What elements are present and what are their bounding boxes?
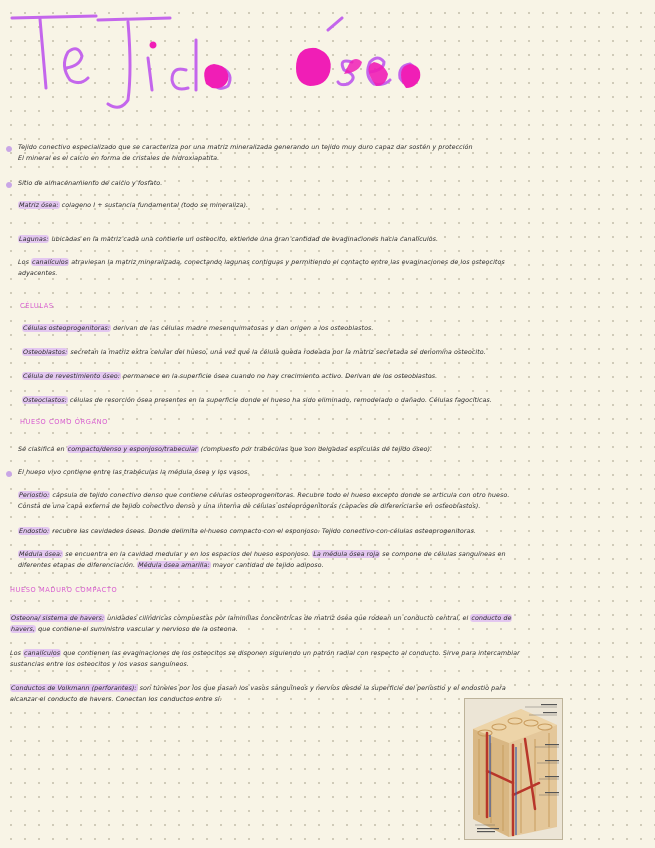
medula-text: se encuentra en la cavidad medular y en los espacios del hueso esponjoso. [63, 550, 313, 558]
volkmann-line-2: alcanzar el conducto de havers. Conectan los conductos entre sí. [10, 695, 222, 703]
celula-osteoprogenitora [22, 324, 642, 333]
lagunas-line [18, 235, 638, 244]
handwritten-title-drawing [0, 0, 655, 120]
osteona-label: Osteona/ sistema de havers: [11, 614, 105, 622]
medula-text-2: se compone de células sanguíneas en [380, 550, 506, 558]
osteona-text-2: que contiene el suministro vascular y nervioso de la osteona. [36, 625, 238, 633]
medula-l2-pre: diferentes etapas de diferenciación. [18, 561, 138, 569]
canaliculos-label: canalículos [32, 258, 69, 266]
canaliculos2-label: canalículos [24, 649, 61, 657]
havers-label: havers, [11, 625, 36, 633]
matriz-label: Matriz ósea: [19, 201, 59, 209]
canaliculos2-pre: Los [10, 649, 24, 657]
osteoclasto-text: células de resorción ósea presentes en la superficie donde el hueso ha sido eliminado, remodelado o dañado. Células fagocíticas. [67, 396, 492, 404]
intro-line-1: Tejido conectivo especializado que se caracteriza por una matriz mineralizada generando un tejido muy duro capaz dar sostén y protección [18, 143, 473, 151]
osteona-text: unidades cilíndricas compuestas por laminillas concéntricas de matriz ósea que rodean un conducto central, el [105, 614, 471, 622]
intro-line-2: El mineral es el calcio en forma de cristales de hidroxiapatita. [18, 154, 220, 162]
endostio-line [18, 527, 638, 536]
periostio-line-1 [18, 491, 638, 500]
periostio-line-2: Consta de una capa externa de tejido conectivo denso y una interna de células osteoprogenitoras (capaces de diferenciarse en osteoblastos). [18, 502, 481, 510]
hueso-vivo-line: El hueso vivo contiene entre las trabéculas la médula ósea y los vasos. [18, 468, 250, 476]
endostio-label: Endostio: [19, 527, 50, 535]
canaliculos2-line-1 [10, 649, 630, 658]
canaliculos-text: atraviesan la matriz mineralizada, conectando lagunas contiguas y permitiendo el contacto entre las evaginaciones de los osteocitos [69, 258, 505, 266]
heading-maduro: HUESO MADURO COMPACTO [10, 586, 118, 594]
heading-celulas: CÉLULAS [20, 302, 54, 310]
bone-diagram-image [464, 698, 563, 840]
osteoprogenitora-label: Células osteoprogenitoras: [23, 324, 111, 332]
heading-organo: HUESO COMO ÓRGANO [20, 418, 108, 426]
osteoblasto-label: Osteoblastos: [23, 348, 68, 356]
clasificacion-pre: Se clasifica en [18, 445, 67, 453]
conducto-havers-label: conducto de [471, 614, 512, 622]
matriz-text: colageno I + sustancia fundamental (todo se mineraliza). [59, 201, 249, 209]
endostio-text: recubre las cavidades óseas. Donde delimita el hueso compacto con el esponjoso. Tejido conectivo con células osteoprogenitoras. [50, 527, 476, 535]
canaliculos2-text: que contienen las evaginaciones de los osteocitos se disponen siguiendo un patrón radial con respecto al conducto. Sirve para intercambiar [61, 649, 520, 657]
clasificacion-label: compacto/denso y esponjoso/trabecular [67, 445, 198, 453]
canaliculos-line-1 [18, 258, 638, 267]
osteoclasto-label: Osteoclastos: [23, 396, 67, 404]
volkmann-label: Conductos de Volkmann (perforantes): [11, 684, 137, 692]
canaliculos-line-2: adyacentes. [18, 269, 58, 277]
revestimiento-label: Célula de revestimiento óseo: [23, 372, 120, 380]
canaliculos2-line-2: sustancias entre los osteocitos y los vasos sanguíneos. [10, 660, 189, 668]
periostio-text: cápsula de tejido conectivo denso que contiene células osteoprogenitoras. Recubre todo el hueso excepto donde se articula con otro hueso. [50, 491, 510, 499]
volkmann-line-1 [10, 684, 630, 693]
clasificacion-text: (compuesto por trabéculas que son delgadas espículas de tejido óseo). [198, 445, 433, 453]
periostio-label: Periostio: [19, 491, 50, 499]
volkmann-text: son túneles por los que pasan los vasos sanguíneos y nervios desde la superficie del periostio y el endostio para [137, 684, 506, 692]
medula-label: Médula ósea: [19, 550, 63, 558]
bullet-point [6, 471, 12, 477]
revestimiento-text: permanece en la superficie ósea cuando no hay crecimiento activo. Derivan de los osteoblastos. [120, 372, 438, 380]
bullet-point [6, 146, 12, 152]
lagunas-text: ubicadas en la matriz cada una contiene un osteocito, extiende una gran cantidad de evaginaciones hacia canalículos. [49, 235, 439, 243]
lagunas-label: Lagunas: [19, 235, 49, 243]
osteona-line-1 [10, 614, 630, 623]
canaliculos-pre: Los [18, 258, 32, 266]
celula-osteoclasto [22, 396, 642, 405]
osteoblasto-text: secretan la matriz extra celular del hueso, una vez que la célula queda rodeada por la matriz secretada se denomina osteocito. [68, 348, 486, 356]
osteoprogenitora-text: derivan de las células madre mesenquimatosas y dan origen a los osteoblastos. [111, 324, 374, 332]
celula-osteoblasto [22, 348, 642, 357]
clasificacion-line [18, 445, 638, 454]
celula-revestimiento [22, 372, 642, 381]
page-title [0, 0, 655, 120]
medula-line-2 [18, 561, 638, 570]
bullet-point [6, 182, 12, 188]
medula-roja-label: La médula ósea roja [313, 550, 380, 558]
medula-l2-post: mayor cantidad de tejido adiposo. [210, 561, 324, 569]
medula-amarilla-label: Médula ósea amarilla: [138, 561, 210, 569]
storage-line: Sitio de almacenamiento de calcio y fosfato. [18, 179, 163, 187]
medula-line-1 [18, 550, 638, 559]
matriz-line [18, 201, 638, 210]
osteona-line-2 [10, 625, 630, 634]
